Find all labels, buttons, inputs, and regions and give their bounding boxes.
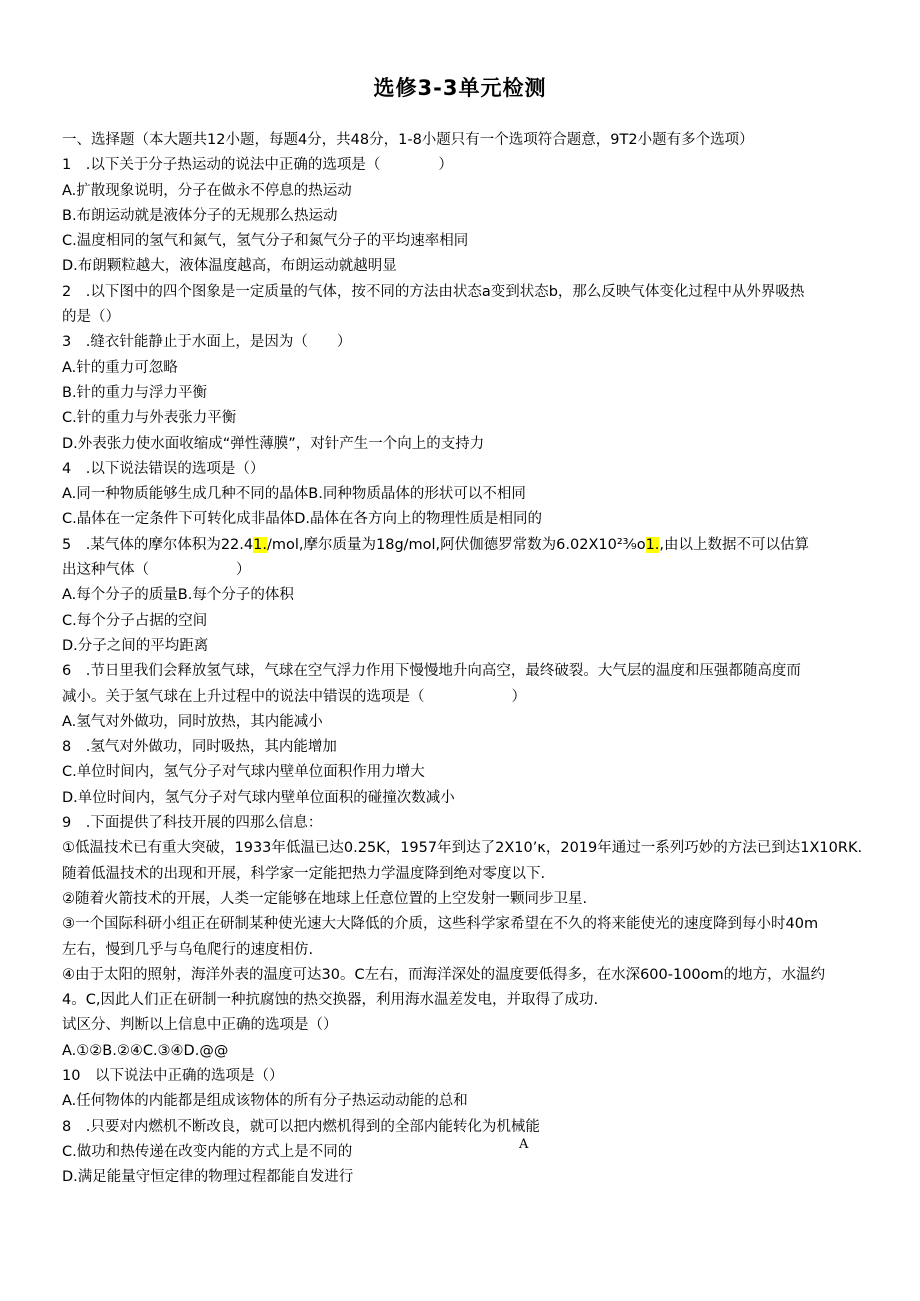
q3-option-b: B.针的重力与浮力平衡 — [62, 384, 208, 401]
q10-option-b: 8 .只要对内燃机不断改良，就可以把内燃机得到的全部内能转化为机械能 — [62, 1118, 540, 1135]
q5-text-2: /mol,摩尔质量为18g/mol,阿伏伽德罗常数为6.02X10²³⁄₉o — [266, 536, 646, 553]
q5-option-c: C.每个分子占据的空间 — [62, 612, 208, 629]
q6-option-b: 8 .氢气对外做功，同时吸热，其内能增加 — [62, 739, 337, 756]
q6-option-d: D.单位时间内，氢气分子对气球内壁单位面积的碰撞次数减小 — [62, 789, 455, 806]
q3-option-c: C.针的重力与外表张力平衡 — [62, 410, 237, 427]
q5-text-3: ,由以上数据不可以估算 — [659, 536, 810, 553]
q9-info-4: ④由于太阳的照射，海洋外表的温度可达30。C左右，而海洋深处的温度要低得多，在水深600-100om的地方，水温约 — [62, 966, 826, 983]
q10-option-a: A.任何物体的内能都是组成该物体的所有分子热运动动能的总和 — [62, 1093, 468, 1110]
q5-highlight-1: 1. — [253, 536, 267, 553]
q6-stem-cont: 减小。关于氢气球在上升过程中的说法中错误的选项是（ ） — [62, 688, 526, 705]
q1-option-b: B.布朗运动就是液体分子的无规那么热运动 — [62, 207, 338, 224]
q10-stem: 10 以下说法中正确的选项是（） — [62, 1067, 284, 1084]
q1-option-c: C.温度相同的氢气和氮气，氢气分子和氮气分子的平均速率相同 — [62, 233, 469, 250]
q9-info-4-cont: 4。C,因此人们正在研制一种抗腐蚀的热交换器，利用海水温差发电，并取得了成功. — [62, 992, 599, 1009]
q3-option-a: A.针的重力可忽略 — [62, 359, 178, 376]
q1-stem: 1 .以下关于分子热运动的说法中正确的选项是（ ） — [62, 157, 453, 174]
section-heading: 一、选择题（本大题共12小题，每题4分，共48分，1-8小题只有一个选项符合题意，9T2小题有多个选项） — [62, 132, 754, 148]
q10-option-d: D.满足能量守恒定律的物理过程都能自发进行 — [62, 1169, 354, 1186]
q5-stem — [62, 533, 862, 558]
q6-option-c: C.单位时间内，氢气分子对气球内壁单位面积作用力增大 — [62, 764, 425, 781]
q5-stem-cont: 出这种气体（ ） — [62, 562, 251, 579]
q6-stem: 6 .节日里我们会释放氢气球，气球在空气浮力作用下慢慢地升向高空，最终破裂。大气层的温度和压强都随高度而 — [62, 663, 801, 680]
q5-option-d: D.分子之间的平均距离 — [62, 637, 209, 654]
q1-option-a: A.扩散现象说明，分子在做永不停息的热运动 — [62, 182, 352, 199]
stray-mark: A — [519, 1137, 529, 1152]
q3-stem: 3 .缝衣针能静止于水面上，是因为（ ） — [62, 334, 352, 351]
q9-info-3: ③一个国际科研小组正在研制某种使光速大大降低的介质，这些科学家希望在不久的将来能使光的速度降到每小时40m — [62, 916, 819, 933]
q6-option-a: A.氢气对外做功，同时放热，其内能减小 — [62, 713, 323, 730]
q9-info-2: ②随着火箭技术的开展，人类一定能够在地球上任意位置的上空发射一颗同步卫星. — [62, 890, 588, 907]
q4-stem: 4 .以下说法错误的选项是（） — [62, 460, 265, 477]
q10-option-c: C.做功和热传递在改变内能的方式上是不同的 — [62, 1143, 353, 1160]
q5-text-1: 5 .某气体的摩尔体积为22.4 — [62, 536, 254, 553]
q5-options-ab: A.每个分子的质量B.每个分子的体积 — [62, 587, 294, 604]
q4-options-ab: A.同一种物质能够生成几种不同的晶体B.同种物质晶体的形状可以不相同 — [62, 486, 526, 503]
q4-options-cd: C.晶体在一定条件下可转化成非晶体D.晶体在各方向上的物理性质是相同的 — [62, 511, 543, 528]
q9-question: 试区分、判断以上信息中正确的选项是（） — [62, 1017, 338, 1034]
q2-stem: 2 .以下图中的四个图象是一定质量的气体，按不同的方法由状态a变到状态b，那么反映气体变化过程中从外界吸热 — [62, 283, 805, 300]
q9-info-1: ①低温技术已有重大突破，1933年低温已达0.25K，1957年到达了2X10’κ，2019年通过一系列巧妙的方法已到达1X10RK. — [62, 840, 863, 857]
page-title: 选修3-3单元检测 — [373, 76, 547, 100]
q2-stem-cont: 的是（） — [62, 309, 120, 326]
q9-stem: 9 .下面提供了科技开展的四那么信息： — [62, 815, 323, 832]
q3-option-d: D.外表张力使水面收缩成“弹性薄膜”，对针产生一个向上的支持力 — [62, 435, 485, 452]
q1-option-d: D.布朗颗粒越大，液体温度越高，布朗运动就越明显 — [62, 258, 397, 275]
question-body — [62, 128, 862, 1190]
q9-info-3-cont: 左右，慢到几乎与乌龟爬行的速度相仿. — [62, 941, 314, 958]
q9-info-1-cont: 随着低温技术的出现和开展，科学家一定能把热力学温度降到绝对零度以下. — [62, 865, 546, 882]
q9-options: A.①②B.②④C.③④D.@@ — [62, 1042, 229, 1059]
q5-highlight-2: 1. — [645, 536, 660, 553]
